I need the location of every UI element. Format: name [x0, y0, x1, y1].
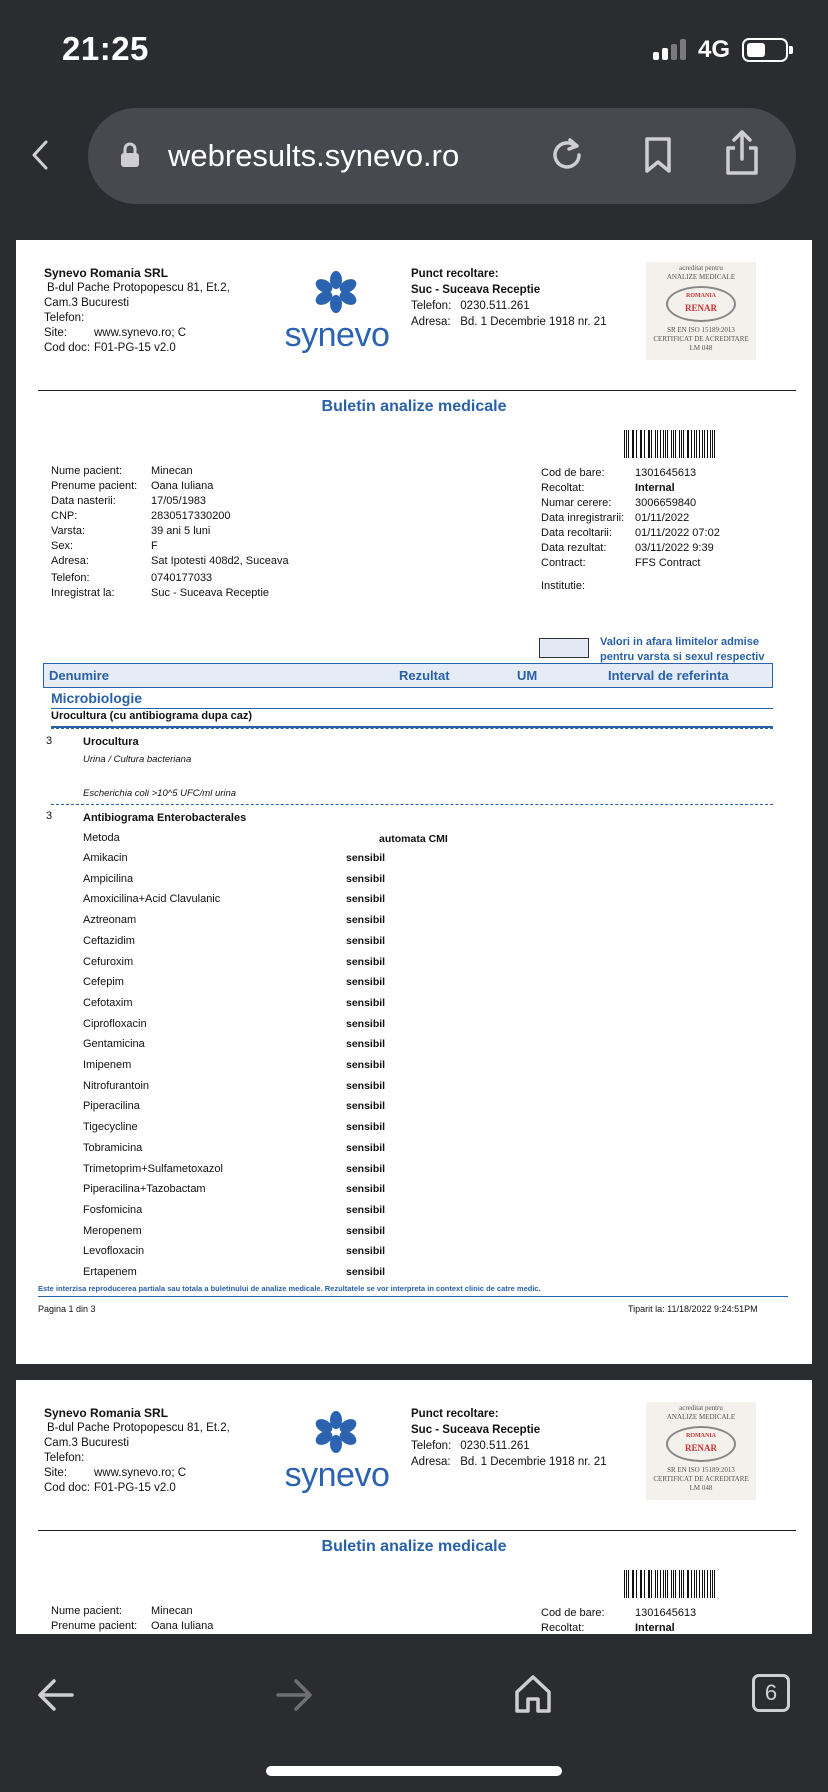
accred-line3: SR EN ISO 15189:2013	[667, 326, 735, 334]
antibiotic-name: Imipenem	[83, 1059, 132, 1071]
status-bar	[0, 0, 828, 100]
antibiotic-row	[16, 893, 812, 911]
patient-field-label: Data nasterii:	[51, 495, 116, 507]
antibiotic-name: Ciprofloxacin	[83, 1017, 147, 1030]
lock-icon	[120, 142, 140, 168]
test1-name: Urocultura	[83, 736, 139, 748]
barcode-bar	[681, 430, 682, 458]
footer-disclaimer: Este interzisa reproducerea partiala sau totala a buletinului de analize medicale. Rezultatele se vor interpreta in context clinic de catre medic.	[38, 1284, 541, 1293]
accred-line3: SR EN ISO 15189:2013	[667, 1466, 735, 1474]
antibiotic-row	[16, 1245, 812, 1263]
footer-line	[38, 1296, 788, 1297]
barcode-bar	[651, 430, 652, 458]
barcode-bar	[691, 1570, 692, 1598]
printed-at: Tiparit la: 11/18/2022 9:24:51PM	[628, 1304, 758, 1314]
antibiotic-result: sensibil	[346, 872, 386, 885]
patient-field-value: 0740177033	[151, 572, 213, 584]
antibiotic-row	[16, 914, 812, 932]
accred-line5: LM 048	[689, 344, 713, 352]
barcode-bar	[636, 1570, 637, 1598]
barcode-bar	[671, 430, 672, 458]
patient-info	[51, 1604, 213, 1634]
request-field-value: 01/11/2022	[635, 512, 690, 524]
renar-seal-top: ROMANIA	[686, 293, 716, 299]
company-name: Synevo Romania SRL	[44, 266, 169, 280]
antibiotic-result: sensibil	[346, 976, 386, 989]
legend-text	[600, 635, 764, 665]
dashed-separator	[51, 728, 773, 729]
dashed-separator	[51, 804, 773, 805]
back-arrow-icon[interactable]	[38, 1678, 74, 1712]
antibiotic-name: Tobramicina	[83, 1141, 143, 1154]
browser-bottom-toolbar	[0, 1634, 828, 1792]
company-name: Synevo Romania SRL	[44, 1406, 169, 1420]
collection-phone: 0230.511.261	[460, 1440, 530, 1452]
patient-field-value: 2830517330200	[151, 510, 231, 522]
request-field-label: Data rezultat:	[541, 542, 607, 554]
barcode-bar	[694, 430, 695, 458]
antibiotic-row	[16, 1142, 812, 1160]
request-field-label: Recoltat:	[541, 482, 585, 494]
patient-field-value: 39 ani 5 luni	[151, 525, 211, 537]
accred-line4: CERTIFICAT DE ACREDITARE	[653, 335, 749, 343]
patient-field-label: Telefon:	[51, 572, 90, 584]
patient-field-value: Suc - Suceava Receptie	[151, 587, 270, 599]
antibiotic-name: Levofloxacin	[83, 1245, 145, 1258]
antibiotic-result: sensibil	[346, 1121, 386, 1134]
browser-toolbar	[0, 100, 828, 240]
site-value: www.synevo.ro; C	[94, 1467, 187, 1479]
site-label: Site:	[44, 327, 68, 339]
barcode-bar	[663, 1570, 664, 1598]
document-title: Buletin analize medicale	[321, 398, 507, 415]
antibiotic-result: sensibil	[346, 1141, 386, 1154]
subsection-title: Urocultura (cu antibiograma dupa caz)	[51, 710, 253, 722]
barcode-bar	[655, 430, 656, 458]
patient-field-label: Prenume pacient:	[51, 480, 138, 492]
barcode-bar	[671, 1570, 672, 1598]
request-field	[541, 556, 720, 571]
doc-code-label: Cod doc:	[44, 1482, 91, 1494]
antibiotic-name: Ampicilina	[83, 872, 134, 885]
renar-seal-name: RENAR	[684, 303, 717, 313]
patient-field	[51, 569, 289, 586]
antibiotic-name: Nitrofurantoin	[83, 1079, 150, 1092]
antibiotic-result: sensibil	[346, 996, 386, 1009]
barcode-bar	[636, 430, 637, 458]
test1-result: Escherichia coli >10^5 UFC/ml urina	[83, 788, 237, 799]
collection-label: Punct recoltare:	[411, 268, 499, 280]
antibiotic-row	[16, 1183, 812, 1201]
patient-field-value: Sat Ipotesti 408d2, Suceava	[151, 555, 289, 567]
accred-line4: CERTIFICAT DE ACREDITARE	[653, 1475, 749, 1483]
collection-address-label: Adresa:	[411, 316, 451, 328]
barcode-bar	[702, 430, 703, 458]
patient-field	[51, 539, 289, 554]
patient-field	[51, 524, 289, 539]
barcode-bar	[714, 1570, 715, 1598]
accred-line1: acreditat pentru	[679, 264, 723, 272]
tabs-button[interactable]: 6	[752, 1674, 790, 1712]
request-field-label: Data recoltarii:	[541, 527, 612, 539]
barcode-bar	[675, 430, 676, 458]
antibiotic-name: Meropenem	[83, 1224, 142, 1237]
header-divider	[38, 390, 796, 391]
antibiotic-row	[16, 997, 812, 1015]
url-text[interactable]: webresults.synevo.ro	[168, 138, 460, 173]
antibiotic-result: sensibil	[346, 1100, 386, 1113]
document-title: Buletin analize medicale	[321, 1538, 507, 1555]
request-field-value: 3006659840	[635, 497, 697, 509]
company-address: B-dul Pache Protopopescu 81, Et.2,	[47, 282, 230, 294]
request-field	[541, 481, 720, 496]
antibiotic-row	[16, 1121, 812, 1139]
col-reference: Interval de referinta	[608, 668, 729, 683]
antibiotic-result: sensibil	[346, 1017, 386, 1030]
flower-logo-icon	[314, 1410, 358, 1454]
collection-name: Suc - Suceava Receptie	[411, 284, 541, 296]
request-field-label: Institutie:	[541, 580, 586, 592]
antibiotic-name: Fosfomicina	[83, 1203, 143, 1216]
doc-code-value: F01-PG-15 v2.0	[94, 342, 176, 354]
antibiotic-name: Cefuroxim	[83, 955, 134, 968]
antibiotic-result: sensibil	[346, 1245, 386, 1258]
header-divider	[38, 1530, 796, 1531]
antibiotic-row	[16, 1204, 812, 1222]
test1-sample: Urina / Cultura bacteriana	[83, 754, 192, 765]
patient-field	[51, 554, 289, 569]
col-unit: UM	[517, 668, 538, 683]
logo-text: synevo	[284, 316, 390, 354]
antibiotic-row	[16, 1163, 812, 1181]
antibiotic-name: Trimetoprim+Sulfametoxazol	[83, 1162, 223, 1175]
request-field-label: Cod de bare:	[541, 1607, 605, 1619]
signal-icon	[653, 38, 689, 60]
antibiotic-row	[16, 1266, 812, 1284]
share-icon[interactable]	[724, 130, 760, 176]
antibiotic-result: sensibil	[346, 1183, 386, 1196]
accred-line2: ANALIZE MEDICALE	[666, 1413, 736, 1421]
barcode-bar	[651, 1570, 652, 1598]
patient-field-label: Inregistrat la:	[51, 587, 115, 599]
collection-point	[411, 266, 607, 330]
collection-phone: 0230.511.261	[460, 300, 530, 312]
antibiotic-result: sensibil	[346, 893, 386, 906]
request-field-value: 03/11/2022 9:39	[635, 542, 714, 554]
report-page-2	[16, 1380, 812, 1634]
page-number: Pagina 1 din 3	[38, 1304, 96, 1314]
collection-name: Suc - Suceava Receptie	[411, 1424, 541, 1436]
antibiotic-name: Aztreonam	[83, 914, 137, 927]
col-name: Denumire	[49, 668, 109, 683]
accred-line2: ANALIZE MEDICALE	[666, 273, 736, 281]
antibiotic-result: sensibil	[346, 1162, 386, 1175]
request-field	[541, 526, 720, 541]
accred-line5: LM 048	[689, 1484, 713, 1492]
request-field-value: 01/11/2022 07:02	[635, 527, 720, 539]
antibiotic-row	[16, 956, 812, 974]
collection-address: Bd. 1 Decembrie 1918 nr. 21	[460, 316, 607, 328]
method-value: automata CMI	[379, 833, 448, 845]
company-city: Cam.3 Bucuresti	[44, 1437, 130, 1449]
collection-address: Bd. 1 Decembrie 1918 nr. 21	[460, 1456, 607, 1468]
antibiotic-row	[16, 873, 812, 891]
bookmark-icon[interactable]	[642, 136, 674, 174]
request-field-value: 1301645613	[635, 1607, 697, 1619]
barcode-bar	[694, 1570, 695, 1598]
antibiotic-row	[16, 1059, 812, 1077]
request-field-label: Contract:	[541, 557, 586, 569]
collection-phone-label: Telefon:	[411, 300, 452, 312]
home-indicator[interactable]	[266, 1766, 562, 1776]
site-value: www.synevo.ro; C	[94, 327, 187, 339]
logo-text: synevo	[284, 1456, 390, 1494]
patient-field	[51, 494, 289, 509]
company-address: B-dul Pache Protopopescu 81, Et.2,	[47, 1422, 230, 1434]
request-field-label: Numar cerere:	[541, 497, 612, 509]
synevo-logo	[272, 270, 402, 360]
patient-field-value: Minecan	[151, 465, 193, 477]
antibiotic-name: Ceftazidim	[83, 934, 135, 947]
antibiotic-result: sensibil	[346, 1079, 386, 1092]
clock: 21:25	[62, 30, 149, 67]
antibiotic-result: sensibil	[346, 934, 386, 947]
company-phone-label: Telefon:	[44, 1452, 85, 1464]
antibiotic-row	[16, 1080, 812, 1098]
patient-field	[51, 586, 289, 601]
network-type: 4G	[698, 36, 731, 63]
site-label: Site:	[44, 1467, 68, 1479]
antibiotic-result: sensibil	[346, 955, 386, 968]
patient-field-label: Prenume pacient:	[51, 1620, 138, 1632]
antibiotic-name: Amikacin	[83, 852, 128, 864]
legend-line1: Valori in afara limitelor admise	[600, 636, 759, 648]
patient-field-value: 17/05/1983	[151, 495, 207, 507]
company-city: Cam.3 Bucuresti	[44, 297, 130, 309]
legend-swatch	[539, 638, 589, 658]
reload-icon[interactable]	[548, 136, 586, 174]
patient-field-label: Adresa:	[51, 555, 89, 567]
barcode-bar	[632, 430, 633, 458]
forward-arrow-icon[interactable]	[276, 1678, 312, 1712]
company-info	[44, 266, 230, 356]
antibiotic-row	[16, 1018, 812, 1036]
legend-line2: pentru varsta si sexul respectiv	[600, 651, 765, 663]
request-field-value: 1301645613	[635, 467, 697, 479]
col-result: Rezultat	[399, 668, 450, 683]
antibiotic-result: sensibil	[346, 852, 386, 864]
company-info	[44, 1406, 230, 1496]
patient-field-value: Oana Iuliana	[151, 1620, 214, 1632]
patient-field-label: Nume pacient:	[51, 465, 122, 477]
antibiotic-result: sensibil	[346, 1059, 386, 1071]
accreditation-badge	[646, 262, 756, 360]
renar-seal	[666, 286, 736, 322]
barcode-bar	[632, 1570, 633, 1598]
battery-icon	[742, 38, 788, 62]
antibiotic-row	[16, 852, 812, 870]
antibiotic-name: Cefepim	[83, 976, 124, 989]
antibiotic-row	[16, 935, 812, 953]
results-table-header	[43, 663, 773, 688]
patient-field	[51, 509, 289, 524]
antibiotic-result: sensibil	[346, 1203, 386, 1216]
barcode-bar	[644, 430, 645, 458]
back-chevron-icon[interactable]	[26, 140, 56, 170]
section-line	[51, 708, 773, 709]
barcode-bar	[710, 1570, 711, 1598]
test2-name: Antibiograma Enterobacterales	[83, 812, 247, 824]
antibiotic-name: Piperacilina+Tazobactam	[83, 1183, 206, 1196]
patient-field-value: F	[151, 540, 158, 552]
patient-field-label: Sex:	[51, 540, 74, 552]
test2-number: 3	[46, 810, 53, 822]
antibiotic-result: sensibil	[346, 1266, 386, 1278]
request-info	[541, 1606, 696, 1634]
antibiotic-name: Amoxicilina+Acid Clavulanic	[83, 893, 221, 906]
company-phone-label: Telefon:	[44, 312, 85, 324]
antibiotic-name: Piperacilina	[83, 1100, 140, 1113]
patient-field	[51, 464, 289, 479]
request-field	[541, 511, 720, 526]
test1-number: 3	[46, 735, 53, 747]
collection-label: Punct recoltare:	[411, 1408, 499, 1420]
method-label: Metoda	[83, 832, 120, 844]
flower-logo-icon	[314, 270, 358, 314]
barcode-bar	[675, 1570, 676, 1598]
barcode-bar	[710, 430, 711, 458]
collection-address-label: Adresa:	[411, 1456, 451, 1468]
accreditation-badge	[646, 1402, 756, 1500]
patient-info	[51, 464, 289, 601]
patient-field-label: CNP:	[51, 510, 78, 522]
request-field	[541, 496, 720, 511]
accred-line1: acreditat pentru	[679, 1404, 723, 1412]
antibiotic-row	[16, 1225, 812, 1243]
antibiotic-name: Tigecycline	[83, 1121, 138, 1134]
antibiotic-name: Ertapenem	[83, 1266, 137, 1278]
patient-field-value: Minecan	[151, 1605, 193, 1617]
barcode	[624, 1570, 718, 1598]
antibiotic-name: Cefotaxim	[83, 996, 133, 1009]
barcode-bar	[702, 1570, 703, 1598]
antibiotic-name: Gentamicina	[83, 1038, 145, 1051]
renar-seal-name: RENAR	[684, 1443, 717, 1453]
request-info	[541, 466, 720, 594]
home-icon[interactable]	[514, 1674, 552, 1714]
barcode-bar	[663, 430, 664, 458]
synevo-logo	[272, 1410, 402, 1500]
barcode-bar	[655, 1570, 656, 1598]
antibiotic-result: sensibil	[346, 1038, 386, 1051]
doc-code-value: F01-PG-15 v2.0	[94, 1482, 176, 1494]
collection-phone-label: Telefon:	[411, 1440, 452, 1452]
antibiotic-row	[16, 1100, 812, 1118]
doc-code-label: Cod doc:	[44, 342, 91, 354]
patient-field-value: Oana Iuliana	[151, 480, 214, 492]
barcode-bar	[624, 430, 625, 458]
section-title: Microbiologie	[51, 690, 142, 706]
request-field-label: Recoltat:	[541, 1622, 585, 1634]
renar-seal-top: ROMANIA	[686, 1433, 716, 1439]
antibiotic-row	[16, 976, 812, 994]
barcode-bar	[691, 430, 692, 458]
request-field-label: Cod de bare:	[541, 467, 605, 479]
patient-field	[51, 479, 289, 494]
request-field	[541, 571, 720, 594]
report-page-1	[16, 240, 812, 1364]
antibiotic-row	[16, 1038, 812, 1056]
barcode-bar	[624, 1570, 625, 1598]
antibiotic-result: sensibil	[346, 914, 386, 927]
request-field-value: Internal	[635, 1622, 675, 1634]
barcode-bar	[644, 1570, 645, 1598]
request-field	[541, 466, 720, 481]
collection-point	[411, 1406, 607, 1470]
request-field	[541, 541, 720, 556]
antibiotic-result: sensibil	[346, 1224, 386, 1237]
barcode-bar	[681, 1570, 682, 1598]
barcode-bar	[714, 430, 715, 458]
patient-field-label: Varsta:	[51, 525, 86, 537]
address-bar[interactable]	[88, 108, 796, 204]
renar-seal	[666, 1426, 736, 1462]
request-field-label: Data inregistrarii:	[541, 512, 625, 524]
barcode	[624, 430, 718, 458]
request-field-value: Internal	[635, 482, 675, 494]
request-field-value: FFS Contract	[635, 557, 701, 569]
patient-field-label: Nume pacient:	[51, 1605, 122, 1617]
